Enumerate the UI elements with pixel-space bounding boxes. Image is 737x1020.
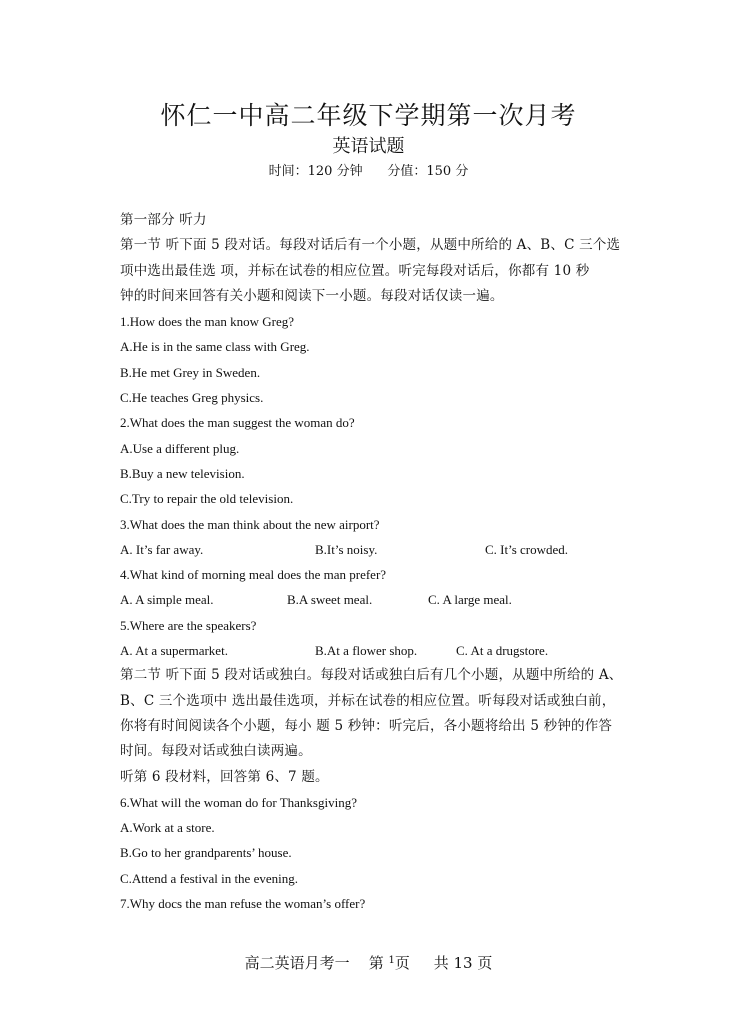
option-line: B.Buy a new television.: [120, 465, 245, 481]
option-line: A.Use a different plug.: [120, 440, 240, 456]
option-a: A. A simple meal.: [120, 592, 214, 608]
page-title: 怀仁一中高二年级下学期第一次月考: [160, 101, 577, 130]
section-heading: 第一部分 听力: [120, 212, 207, 228]
question-4-options: [120, 587, 620, 612]
exam-meta: [0, 160, 737, 179]
option-c: C. It’s crowded.: [485, 541, 569, 557]
material-heading: 听第 6 段材料，回答第 6、7 题。: [120, 768, 329, 785]
option-a: A. It’s far away.: [120, 541, 204, 557]
option-line: C.He teaches Greg physics.: [120, 390, 264, 406]
footer-page-suffix: 页: [394, 954, 410, 972]
question-5-options: [120, 638, 620, 663]
question-5: 5.Where are the speakers?: [120, 617, 257, 633]
footer-total-pages: 共 13 页: [433, 954, 493, 972]
option-b: B.At a flower shop.: [315, 643, 418, 659]
page-footer: [0, 952, 737, 973]
option-b: B.It’s noisy.: [315, 541, 378, 557]
instruction-line: 第二节 听下面 5 段对话或独白。每段对话或独白后有几个小题，从题中所给的 A、: [120, 667, 623, 684]
instruction-line: B、C 三个选项中 选出最佳选项，并标在试卷的相应位置。听每段对话或独白前，: [120, 692, 616, 709]
instruction-line: 时间。每段对话或独白读两遍。: [120, 743, 312, 760]
question-7: 7.Why docs the man refuse the woman’s offer?: [120, 896, 366, 912]
option-line: B.Go to her grandparents’ house.: [120, 845, 292, 861]
instruction-line: 第一节 听下面 5 段对话。每段对话后有一个小题，从题中所给的 A、B、C 三个选: [120, 237, 621, 254]
page-subtitle: 英语试题: [332, 136, 405, 157]
option-c: C. A large meal.: [428, 592, 512, 608]
option-a: A. At a supermarket.: [120, 643, 228, 659]
question-6: 6.What will the woman do for Thanksgiving?: [120, 794, 357, 810]
footer-page-prefix: 第: [368, 954, 384, 972]
instruction-line: 项中选出最佳选 项，并标在试卷的相应位置。听完每段对话后，你都有 10 秒: [120, 262, 590, 279]
footer-page-number: 1: [388, 955, 395, 966]
instruction-line: 你将有时间阅读各个小题，每小 题 5 秒钟：听完后，各小题将给出 5 秒钟的作答: [120, 717, 613, 734]
question-4: 4.What kind of morning meal does the man prefer?: [120, 567, 387, 583]
option-line: B.He met Grey in Sweden.: [120, 364, 261, 380]
time-label: 时间：120 分钟: [268, 164, 363, 179]
score-label: 分值：150 分: [387, 164, 469, 179]
question-3-options: [120, 537, 620, 562]
question-2: 2.What does the man suggest the woman do?: [120, 415, 355, 431]
option-line: C.Try to repair the old television.: [120, 491, 294, 507]
option-line: A.Work at a store.: [120, 820, 215, 836]
option-b: B.A sweet meal.: [287, 592, 373, 608]
option-line: A.He is in the same class with Greg.: [120, 339, 310, 355]
exam-content: [120, 208, 623, 916]
instruction-line: 钟的时间来回答有关小题和阅读下一小题。每段对话仅读一遍。: [120, 287, 504, 304]
question-3: 3.What does the man think about the new airport?: [120, 516, 380, 532]
question-1: 1.How does the man know Greg?: [120, 314, 295, 330]
footer-exam-name: 高二英语月考一: [244, 954, 350, 972]
option-line: C.Attend a festival in the evening.: [120, 870, 298, 886]
option-c: C. At a drugstore.: [456, 643, 549, 659]
